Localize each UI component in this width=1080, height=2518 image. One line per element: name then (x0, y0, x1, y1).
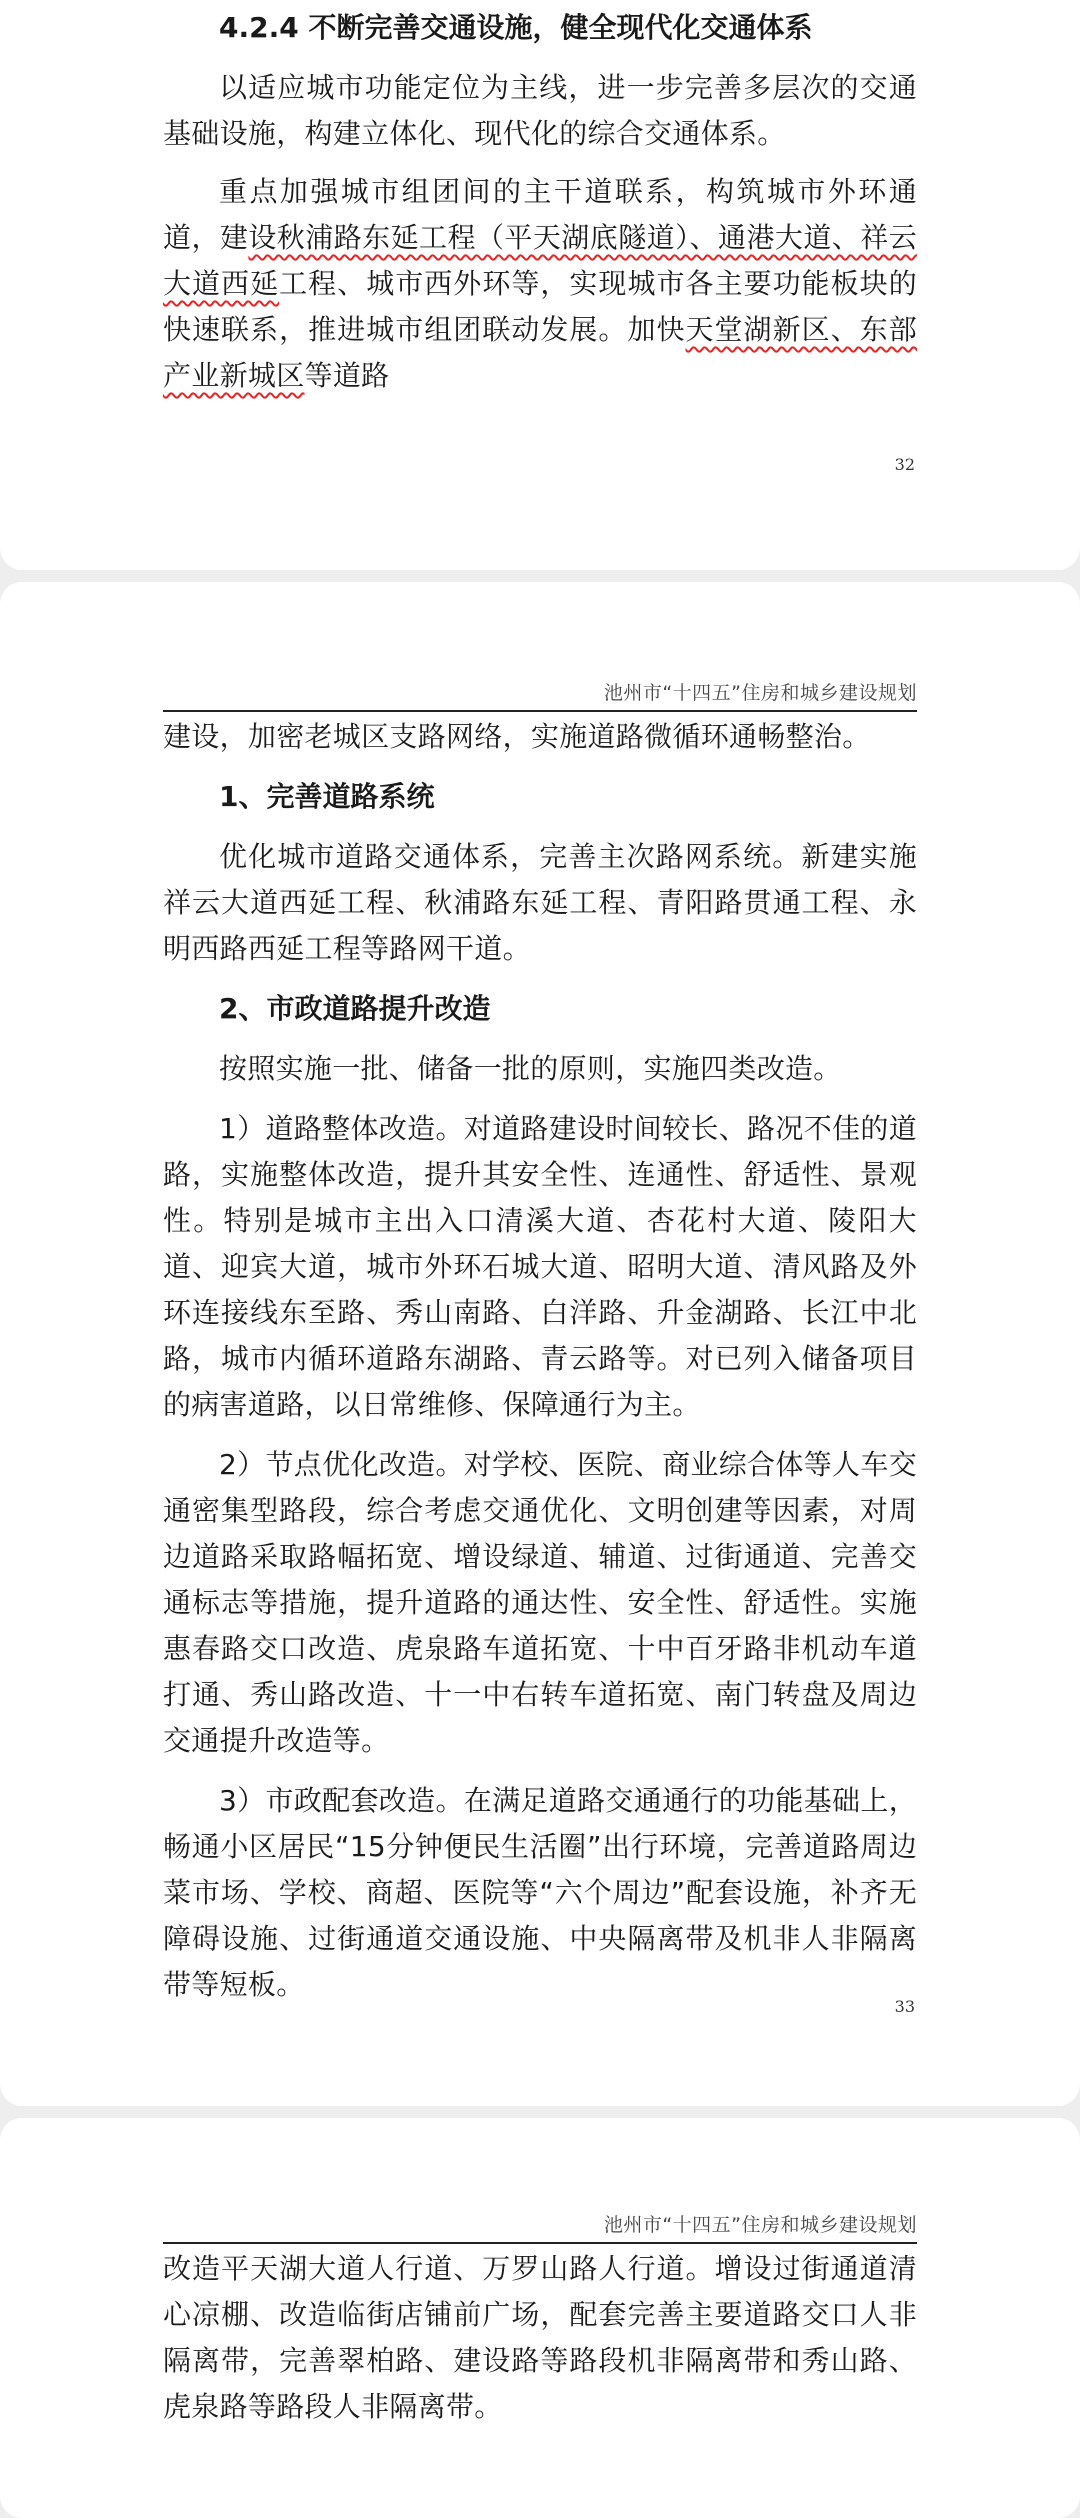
paragraph: 1）道路整体改造。对道路建设时间较长、路况不佳的道路，实施整体改造，提升其安全性、连通性、舒适性、景观性。特别是城市主出入口清溪大道、杏花村大道、陵阳大道、迎宾大道，城市外环石城大道、昭明大道、清风路及外环连接线东至路、秀山南路、白洋路、升金湖路、长江中北路，城市内循环道路东湖路、青云路等。对已列入储备项目的病害道路，以日常维修、保障通行为主。 (163, 1112, 917, 1421)
paragraph: 建设，加密老城区支路网络，实施道路微循环通畅整治。 (163, 720, 871, 753)
page-34-body (163, 2246, 917, 2430)
document-page-32 (0, 0, 1080, 570)
page-32-body (163, 5, 917, 399)
running-header (163, 2206, 917, 2244)
document-page-34 (0, 2118, 1080, 2518)
text-run: 工程、城市西外环等，实现城市各主要功能板块的快速联系，推进城市组团联动发展。加快 (163, 267, 918, 346)
paragraph: 以适应城市功能定位为主线，进一步完善多层次的交通基础设施，构建立体化、现代化的综合交通体系。 (163, 71, 917, 150)
header-title: 池州市“十四五”住房和城乡建设规划 (603, 2214, 917, 2236)
subsection-heading-2: 2、市政道路提升改造 (219, 992, 491, 1025)
document-page-33 (0, 582, 1080, 2106)
underlined-text: 设秋浦路东延工程（平天湖底隧道）、通港大道、祥云大道西延 (163, 221, 918, 300)
paragraph: 优化城市道路交通体系，完善主次路网系统。新建实施祥云大道西延工程、秋浦路东延工程、青阳路贯通工程、永明西路西延工程等路网干道。 (163, 840, 917, 965)
page-33-body (163, 714, 917, 2008)
running-header (163, 674, 917, 712)
subsection-heading-1: 1、完善道路系统 (219, 780, 435, 813)
paragraph: 3）市政配套改造。在满足道路交通通行的功能基础上，畅通小区居民“15分钟便民生活圈”出行环境，完善道路周边菜市场、学校、商超、医院等“六个周边”配套设施，补齐无障碍设施、过街通道交通设施、中央隔离带及机非人非隔离带等短板。 (163, 1784, 917, 2001)
paragraph: 2）节点优化改造。对学校、医院、商业综合体等人车交通密集型路段，综合考虑交通优化、文明创建等因素，对周边道路采取路幅拓宽、增设绿道、辅道、过街通道、完善交通标志等措施，提升道路的通达性、安全性、舒适性。实施惠春路交口改造、虎泉路车道拓宽、十中百牙路非机动车道打通、秀山路改造、十一中右转车道拓宽、南门转盘及周边交通提升改造等。 (163, 1448, 917, 1757)
paragraph: 按照实施一批、储备一批的原则，实施四类改造。 (219, 1052, 842, 1085)
paragraph: 改造平天湖大道人行道、万罗山路人行道。增设过街通道清心凉棚、改造临街店铺前广场，配套完善主要道路交口人非隔离带，完善翠柏路、建设路等路段机非隔离带和秀山路、虎泉路等路段人非隔离带。 (163, 2252, 917, 2423)
page-number: 32 (894, 455, 915, 474)
page-number: 33 (894, 1997, 915, 2016)
paragraph-annotated (163, 169, 917, 399)
text-run: 等道路 (304, 359, 390, 392)
wavy-underlined-text: 天堂湖新区、东部产业新城区 (163, 313, 917, 392)
text-run: 重点加强城市组团间的主干道联系，构筑城市外环通道，建 (163, 175, 917, 254)
section-heading-4-2-4: 4.2.4 不断完善交通设施，健全现代化交通体系 (219, 11, 813, 44)
header-title: 池州市“十四五”住房和城乡建设规划 (603, 682, 917, 704)
